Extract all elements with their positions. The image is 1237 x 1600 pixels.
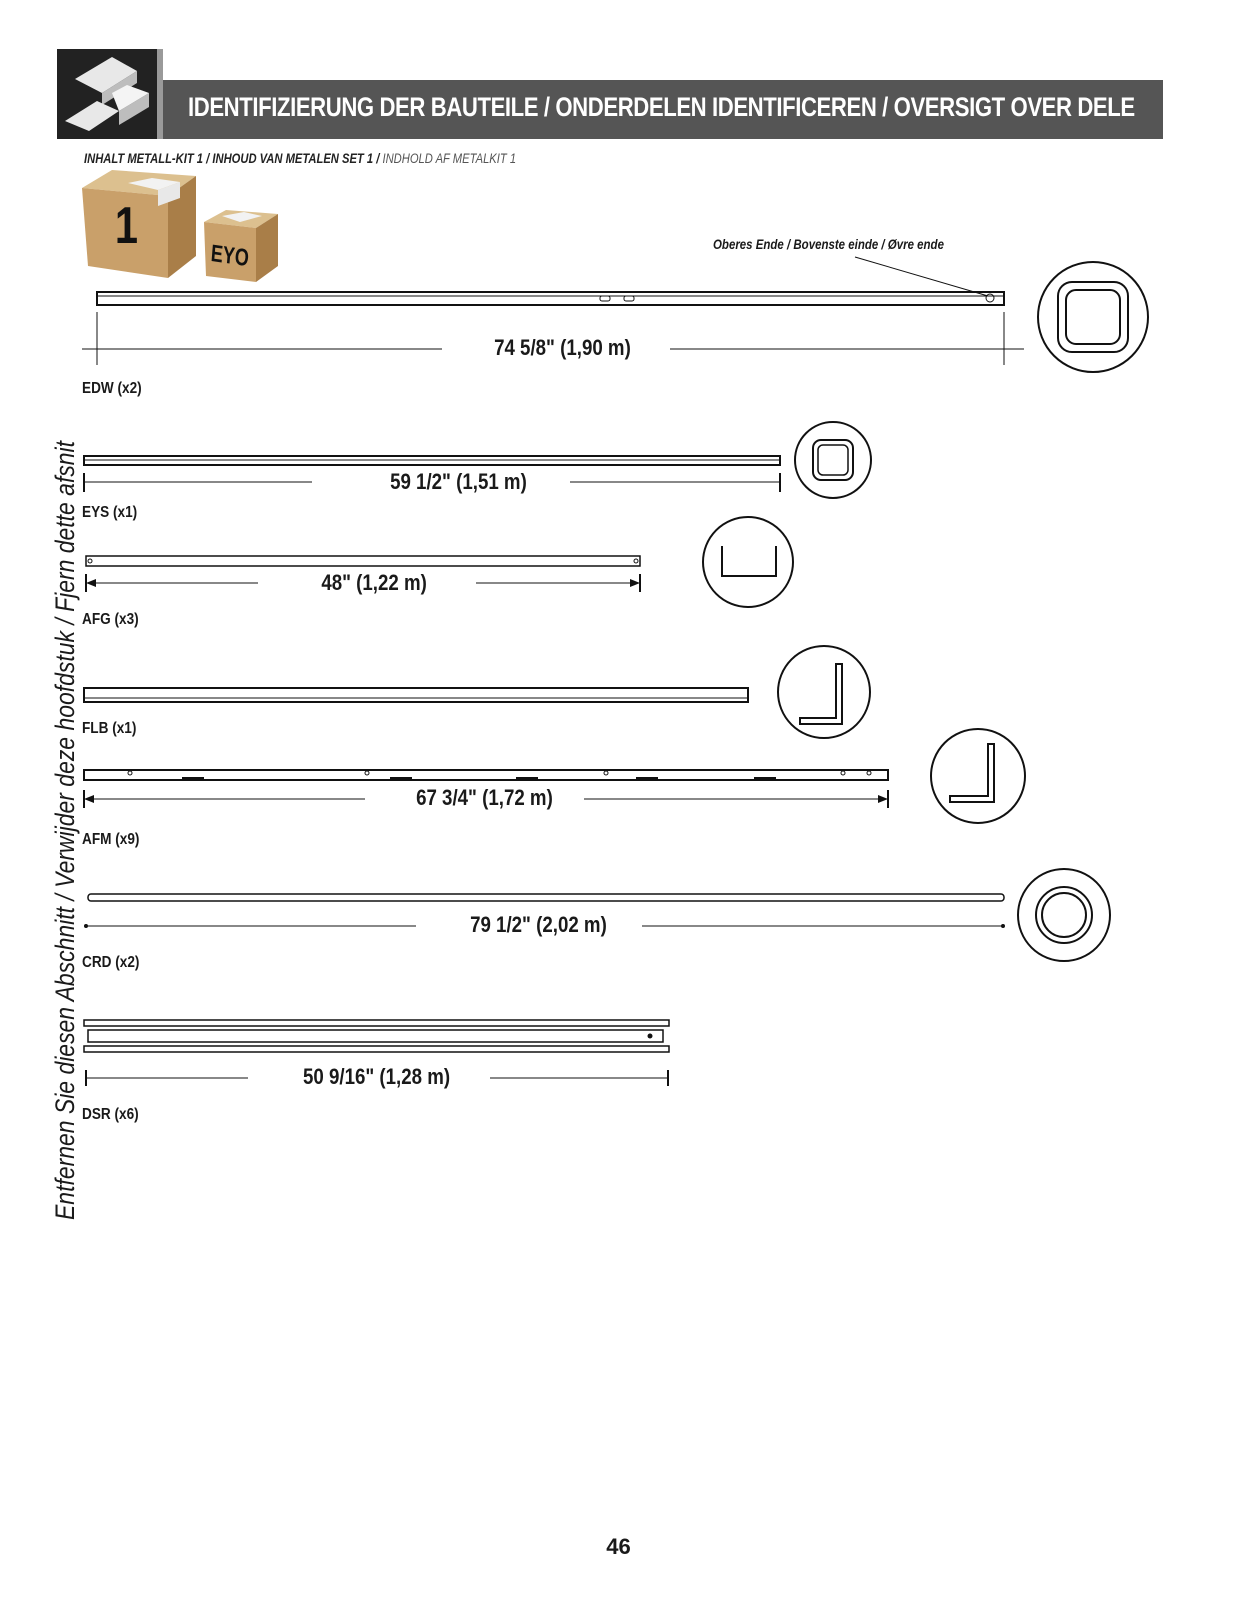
kit-label-bold: INHALT METALL-KIT 1 / INHOUD VAN METALEN SET 1 /	[84, 150, 380, 166]
edw-code: EDW (x2)	[82, 380, 142, 397]
crd-length: 79 1/2" (2,02 m)	[467, 912, 611, 938]
profile-u-channel-icon	[703, 517, 793, 607]
profile-square-tube-icon	[1038, 262, 1148, 372]
page-number: 46	[606, 1534, 631, 1559]
afg-code: AFG (x3)	[82, 611, 139, 628]
top-end-note: Oberes Ende / Bovenste einde / Øvre ende	[713, 236, 944, 252]
afg-length: 48" (1,22 m)	[318, 570, 430, 596]
afm-length: 67 3/4" (1,72 m)	[413, 785, 557, 811]
kit-label-light: INDHOLD AF METALKIT 1	[379, 150, 517, 166]
eys-length: 59 1/2" (1,51 m)	[387, 469, 531, 495]
page-title: IDENTIFIZIERUNG DER BAUTEILE / ONDERDELEN IDENTIFICEREN / OVERSIGT OVER DELE	[188, 92, 1135, 122]
part-flb-drawing	[84, 688, 748, 702]
box-1-icon	[82, 170, 196, 278]
profile-square-tube-small-icon	[795, 422, 871, 498]
eys-code: EYS (x1)	[82, 504, 138, 521]
crd-code: CRD (x2)	[82, 954, 140, 971]
dsr-code: DSR (x6)	[82, 1106, 139, 1123]
profile-l-angle-icon	[778, 646, 870, 738]
profile-round-tube-icon	[1018, 869, 1110, 961]
afm-code: AFM (x9)	[82, 831, 140, 848]
profile-l-angle-flanged-icon	[931, 729, 1025, 823]
edw-length: 74 5/8" (1,90 m)	[491, 335, 635, 361]
flb-code: FLB (x1)	[82, 720, 137, 737]
box-number: 1	[114, 197, 139, 255]
dsr-length: 50 9/16" (1,28 m)	[300, 1064, 454, 1090]
box-code: EYO	[209, 240, 250, 273]
side-remove-section-text: Entfernen Sie diesen Abschnitt / Verwijder deze hoofdstuk / Fjern dette afsnit	[50, 440, 80, 1221]
